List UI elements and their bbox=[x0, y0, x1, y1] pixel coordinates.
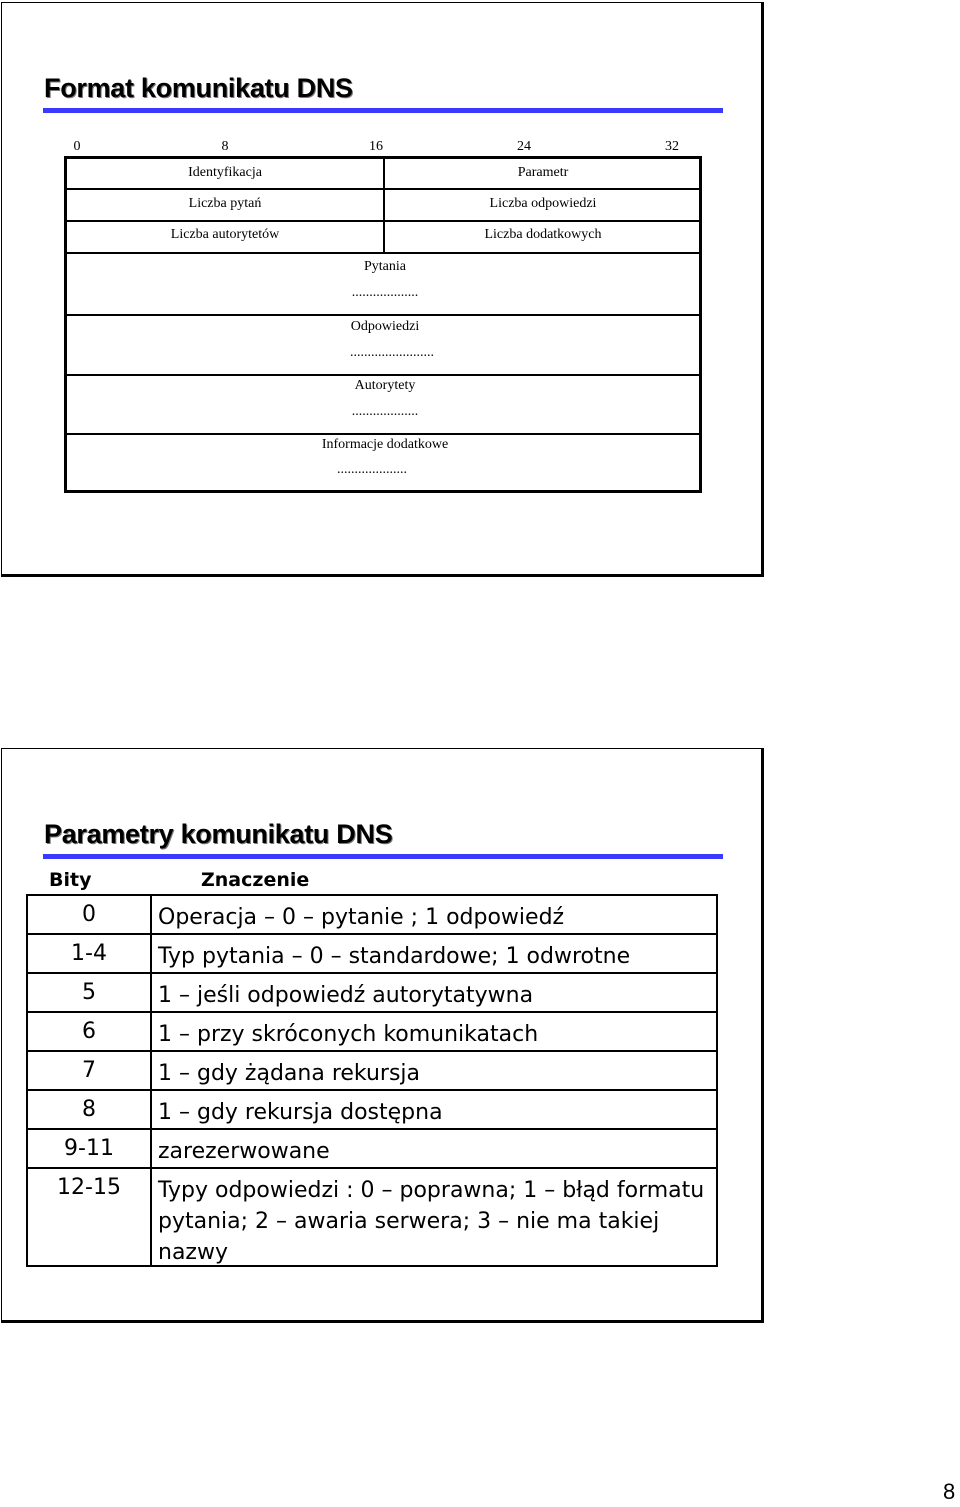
field-parametr: Parametr bbox=[517, 165, 569, 180]
table-row bbox=[28, 974, 716, 1013]
row-meaning: Operacja – 0 – pytanie ; 1 odpowiedź bbox=[158, 905, 565, 930]
row-meaning: 1 – przy skróconych komunikatach bbox=[158, 1022, 539, 1047]
row-bits: 0 bbox=[82, 902, 96, 927]
field-liczba-dodatkowych: Liczba dodatkowych bbox=[484, 227, 602, 242]
slide-dns-parameters bbox=[1, 748, 764, 1323]
row-bits: 9-11 bbox=[64, 1136, 114, 1161]
slide-dns-format bbox=[1, 2, 764, 577]
header-bottom-divider bbox=[67, 252, 699, 254]
field-liczba-autorytetow: Liczba autorytetów bbox=[170, 227, 280, 242]
row-bits: 8 bbox=[82, 1097, 96, 1122]
row-meaning: 1 – gdy żądana rekursja bbox=[158, 1061, 421, 1086]
column-header-bits: Bity bbox=[49, 869, 92, 891]
row-meaning: 1 – gdy rekursja dostępna bbox=[158, 1100, 443, 1125]
row-bits: 12-15 bbox=[57, 1175, 121, 1200]
bit-marker-16: 16 bbox=[369, 139, 383, 154]
section-divider bbox=[67, 374, 699, 376]
row-bits: 6 bbox=[82, 1019, 96, 1044]
section-divider bbox=[67, 314, 699, 316]
table-row bbox=[28, 1052, 716, 1091]
table-row bbox=[28, 935, 716, 974]
field-liczba-odpowiedzi: Liczba odpowiedzi bbox=[489, 196, 597, 211]
bit-marker-0: 0 bbox=[73, 139, 81, 154]
dns-format-diagram bbox=[64, 156, 702, 493]
table-row bbox=[28, 1169, 716, 1265]
section-dots: ................... bbox=[351, 404, 419, 419]
table-row bbox=[28, 1091, 716, 1130]
section-dots: ........................ bbox=[350, 345, 434, 360]
field-identyfikacja: Identyfikacja bbox=[188, 165, 262, 180]
row-divider bbox=[67, 220, 699, 222]
slide-title: Parametry komunikatu DNS bbox=[44, 819, 393, 849]
section-dots: .................... bbox=[337, 462, 407, 477]
section-autorytety: Autorytety bbox=[354, 378, 416, 393]
column-header-meaning: Znaczenie bbox=[201, 869, 310, 891]
section-informacje-dodatkowe: Informacje dodatkowe bbox=[321, 437, 449, 452]
row-meaning: 1 – jeśli odpowiedź autorytatywna bbox=[158, 983, 534, 1008]
row-divider bbox=[67, 188, 699, 190]
title-underline bbox=[43, 854, 723, 859]
section-odpowiedzi: Odpowiedzi bbox=[350, 319, 420, 334]
row-bits: 7 bbox=[82, 1058, 96, 1083]
parameters-table bbox=[26, 894, 718, 1267]
field-liczba-pytan: Liczba pytań bbox=[188, 196, 262, 211]
header-column-divider bbox=[383, 159, 385, 252]
row-bits: 5 bbox=[82, 980, 96, 1005]
bit-marker-32: 32 bbox=[665, 139, 679, 154]
table-row bbox=[28, 1013, 716, 1052]
row-meaning: Typy odpowiedzi : 0 – poprawna; 1 – błąd formatu pytania; 2 – awaria serwera; 3 – nie ma takiej nazwy bbox=[158, 1178, 705, 1265]
section-dots: ................... bbox=[351, 285, 419, 300]
bit-marker-8: 8 bbox=[221, 139, 229, 154]
section-pytania: Pytania bbox=[364, 259, 406, 274]
slide-title: Format komunikatu DNS bbox=[44, 73, 353, 103]
table-row bbox=[28, 1130, 716, 1169]
row-bits: 1-4 bbox=[71, 941, 107, 966]
table-row bbox=[28, 896, 716, 935]
row-meaning: zarezerwowane bbox=[158, 1139, 330, 1164]
row-meaning: Typ pytania – 0 – standardowe; 1 odwrotne bbox=[158, 944, 631, 969]
title-underline bbox=[43, 108, 723, 113]
page-number: 8 bbox=[943, 1479, 956, 1504]
bit-marker-24: 24 bbox=[517, 139, 531, 154]
section-divider bbox=[67, 433, 699, 435]
